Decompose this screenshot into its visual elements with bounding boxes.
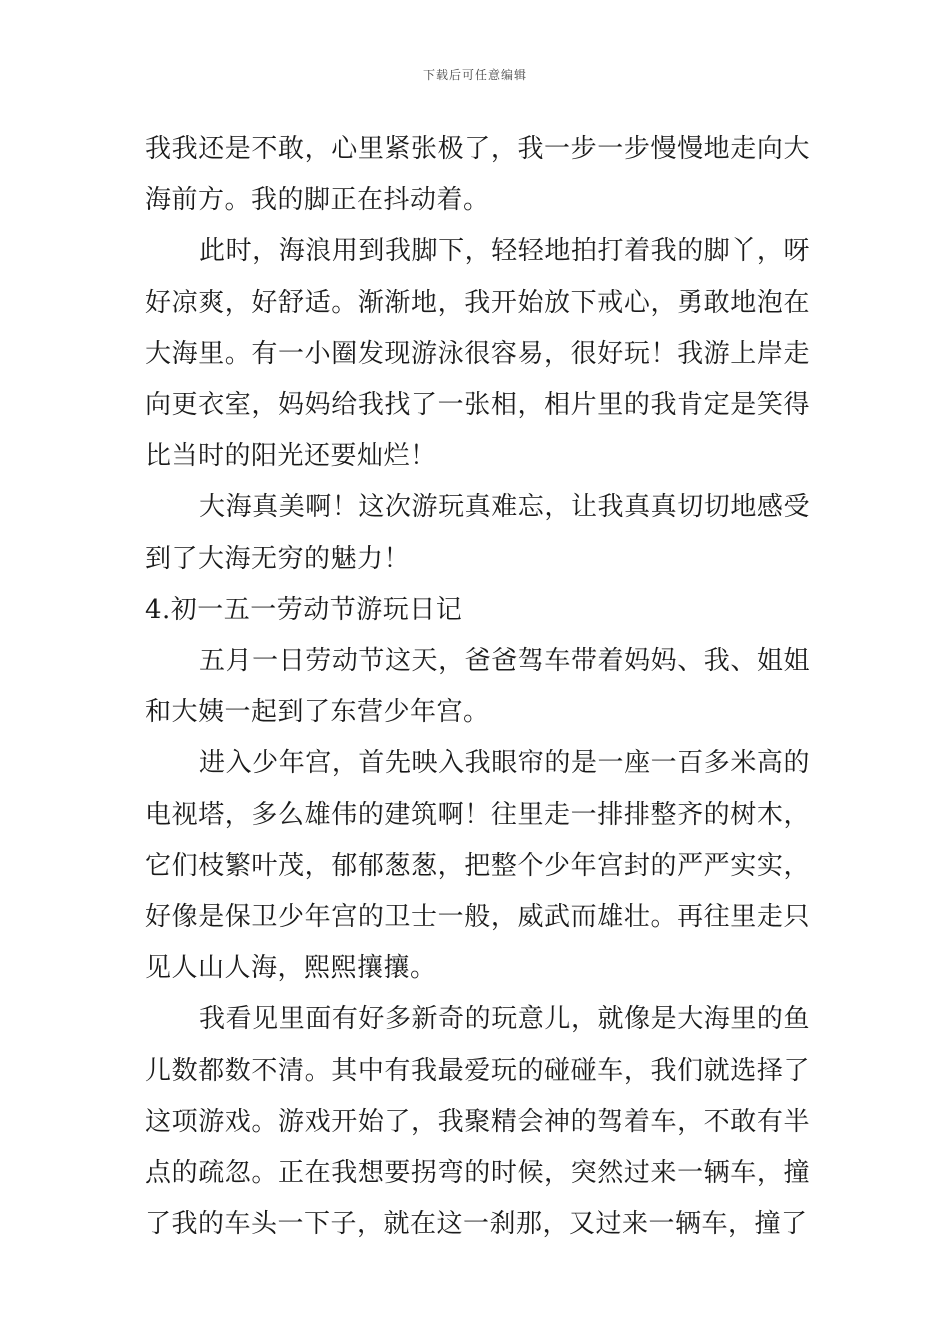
paragraph-sea-conclusion: 大海真美啊！这次游玩真难忘，让我真真切切地感受到了大海无穷的魅力！ [145,492,810,574]
paragraph-labor-day-intro: 五月一日劳动节这天，爸爸驾车带着妈妈、我、姐姐和大姨一起到了东营少年宫。 [145,646,810,728]
paragraph-bumper-cars: 我看见里面有好多新奇的玩意儿，就像是大海里的鱼儿数都数不清。其中有我最爱玩的碰碰车，我们就选择了这项游戏。游戏开始了，我聚精会神的驾着车，不敢有半点的疏忽。正在我想要拐弯的时候，突然过来一辆车，撞了我的车头一下子，就在这一刹那，又过来一辆车，撞了 [145,1004,810,1240]
paragraph-youth-palace: 进入少年宫，首先映入我眼帘的是一座一百多米高的电视塔，多么雄伟的建筑啊！往里走一排排整齐的树木，它们枝繁叶茂，郁郁葱葱，把整个少年宫封的严严实实，好像是保卫少年宫的卫士一般，威武而雄壮。再往里走只见人山人海，熙熙攘攘。 [145,748,810,984]
paragraph-sea-experience: 此时，海浪用到我脚下，轻轻地拍打着我的脚丫，呀好凉爽，好舒适。渐渐地，我开始放下戒心，勇敢地泡在大海里。有一小圈发现游泳很容易，很好玩！我游上岸走向更衣室，妈妈给我找了一张相，相片里的我肯定是笑得比当时的阳光还要灿烂！ [145,236,810,472]
section-heading: 4.初一五一劳动节游玩日记 [145,594,463,625]
page-header-note: 下载后可任意编辑 [422,68,527,82]
paragraph-continuation: 我我还是不敢，心里紧张极了，我一步一步慢慢地走向大海前方。我的脚正在抖动着。 [145,134,810,216]
document-body [145,124,810,1250]
